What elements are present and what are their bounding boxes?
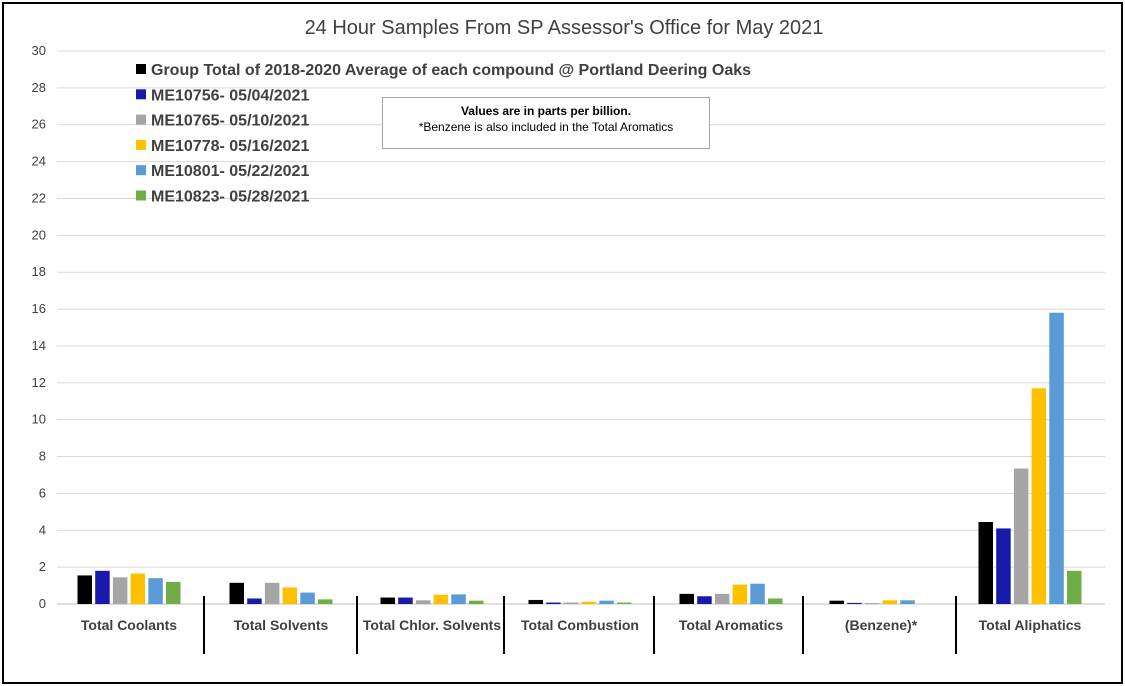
y-tick-label: 22 <box>31 190 46 206</box>
bar <box>1049 313 1064 604</box>
y-tick-label: 24 <box>31 153 46 169</box>
bar <box>416 600 431 604</box>
bar <box>733 585 748 604</box>
x-tick-label: Total Combustion <box>521 617 639 633</box>
y-tick-label: 14 <box>31 337 46 353</box>
bar <box>996 528 1011 604</box>
bar <box>750 584 765 604</box>
bar <box>697 596 712 604</box>
bar <box>434 595 449 604</box>
x-axis-labels <box>81 617 1082 633</box>
y-tick-label: 10 <box>31 411 46 427</box>
bar <box>148 578 163 604</box>
bars <box>78 313 1082 604</box>
bar <box>768 598 783 604</box>
bar <box>398 598 413 604</box>
y-tick-label: 6 <box>38 485 46 501</box>
y-tick-label: 12 <box>31 374 46 390</box>
bar <box>131 574 146 604</box>
x-tick-label: Total Aliphatics <box>978 617 1082 633</box>
bar <box>381 598 396 604</box>
bar <box>265 583 280 604</box>
bar <box>469 601 484 604</box>
bar <box>1067 571 1082 604</box>
y-tick-label: 0 <box>38 596 46 611</box>
x-tick-label: Total Chlor. Solvents <box>362 617 502 633</box>
bar <box>283 587 298 604</box>
annotation-line-1: Values are in parts per billion. <box>460 104 632 118</box>
bar <box>300 593 315 604</box>
bar <box>230 583 245 604</box>
legend-swatch <box>136 191 146 201</box>
y-tick-label: 2 <box>38 559 46 575</box>
bar <box>582 602 597 604</box>
legend-swatch <box>136 140 146 150</box>
y-tick-label: 16 <box>31 301 46 317</box>
annotation-line-2: *Benzene is also included in the Total Aromatics <box>418 120 674 134</box>
legend-label: ME10756- 05/04/2021 <box>151 87 310 105</box>
bar <box>451 594 466 604</box>
bar <box>830 601 845 604</box>
bar <box>847 603 862 604</box>
bar <box>617 603 632 604</box>
y-tick-label: 8 <box>38 448 46 464</box>
bar <box>318 599 333 604</box>
legend-swatch <box>136 64 146 74</box>
x-tick-label: Total Aromatics <box>678 617 784 633</box>
bar <box>95 571 110 604</box>
bar <box>546 603 561 604</box>
x-tick-label: Total Coolants <box>80 617 178 633</box>
bar <box>715 594 730 604</box>
bar <box>564 603 579 604</box>
y-tick-label: 18 <box>31 264 46 280</box>
annotation-box <box>382 97 710 149</box>
bar <box>883 600 898 604</box>
y-tick-label: 28 <box>31 79 46 95</box>
legend-label: ME10823- 05/28/2021 <box>151 188 310 206</box>
bar <box>113 577 128 604</box>
bar <box>1014 469 1029 604</box>
legend-swatch <box>136 115 146 125</box>
legend-label: ME10778- 05/16/2021 <box>151 137 310 155</box>
bar <box>979 522 994 604</box>
bar <box>599 601 614 604</box>
legend-swatch <box>136 89 146 99</box>
bar <box>166 582 181 604</box>
y-tick-label: 30 <box>31 43 46 58</box>
bar <box>900 600 915 604</box>
bar <box>78 575 93 604</box>
x-tick-label: Total Solvents <box>233 617 329 633</box>
legend-label: ME10765- 05/10/2021 <box>151 112 310 130</box>
bar <box>247 598 262 604</box>
x-tick-label: (Benzene)* <box>844 617 918 633</box>
chart-title: 24 Hour Samples From SP Assessor's Office for May 2021 <box>304 17 824 39</box>
bar <box>1032 388 1047 604</box>
y-tick-label: 26 <box>31 116 46 132</box>
y-axis-ticks <box>32 43 46 611</box>
y-tick-label: 20 <box>31 227 46 243</box>
bar <box>529 600 544 604</box>
y-tick-label: 4 <box>38 522 46 538</box>
bar <box>680 594 695 604</box>
legend-label: ME10801- 05/22/2021 <box>151 163 310 181</box>
legend-label: Group Total of 2018-2020 Average of each compound @ Portland Deering Oaks <box>151 62 752 79</box>
legend-swatch <box>136 165 146 175</box>
bar <box>865 603 880 604</box>
